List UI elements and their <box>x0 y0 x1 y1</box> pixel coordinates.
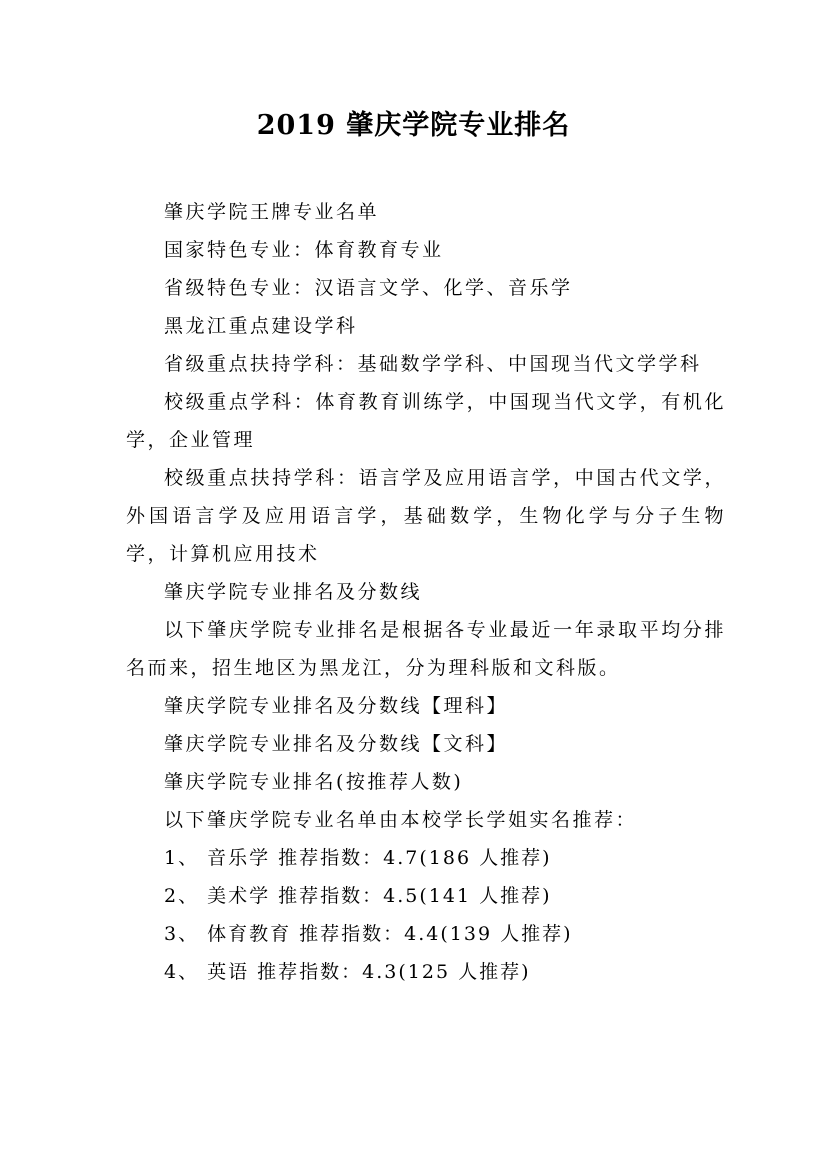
paragraph-ranking-description: 以下肇庆学院专业排名是根据各专业最近一年录取平均分排名而来，招生地区为黑龙江，分为理科版和文科版。 <box>126 619 726 679</box>
ranking-list-item: 4、 英语 推荐指数：4.3(125 人推荐) <box>164 961 531 983</box>
paragraph-heading-recommendation-ranking: 肇庆学院专业排名(按推荐人数) <box>164 771 464 793</box>
paragraph-heading-key-disciplines: 黑龙江重点建设学科 <box>164 315 358 337</box>
paragraph-heading-ace-majors: 肇庆学院王牌专业名单 <box>164 201 380 223</box>
paragraph-provincial-feature-majors: 省级特色专业：汉语言文学、化学、音乐学 <box>164 277 573 299</box>
paragraph-school-supported-disciplines: 校级重点扶持学科：语言学及应用语言学，中国古代文学，外国语言学及应用语言学，基础数学，生物化学与分子生物学，计算机应用技术 <box>126 467 726 565</box>
page-title: 2019 肇庆学院专业排名 <box>256 110 571 141</box>
document-body <box>126 193 726 991</box>
ranking-list-item: 2、 美术学 推荐指数：4.5(141 人推荐) <box>164 885 552 907</box>
paragraph-school-key-disciplines: 校级重点学科：体育教育训练学，中国现当代文学，有机化学，企业管理 <box>126 391 726 451</box>
paragraph-provincial-supported-disciplines: 省级重点扶持学科：基础数学学科、中国现当代文学学科 <box>164 353 702 375</box>
ranking-list-item: 3、 体育教育 推荐指数：4.4(139 人推荐) <box>164 923 573 945</box>
paragraph-heading-ranking-scores: 肇庆学院专业排名及分数线 <box>164 581 423 603</box>
paragraph-arts-ranking: 肇庆学院专业排名及分数线【文科】 <box>164 733 509 755</box>
ranking-list-item: 1、 音乐学 推荐指数：4.7(186 人推荐) <box>164 847 552 869</box>
paragraph-national-feature-major: 国家特色专业：体育教育专业 <box>164 239 444 261</box>
paragraph-recommendation-intro: 以下肇庆学院专业名单由本校学长学姐实名推荐： <box>164 809 638 831</box>
paragraph-science-ranking: 肇庆学院专业排名及分数线【理科】 <box>164 695 509 717</box>
